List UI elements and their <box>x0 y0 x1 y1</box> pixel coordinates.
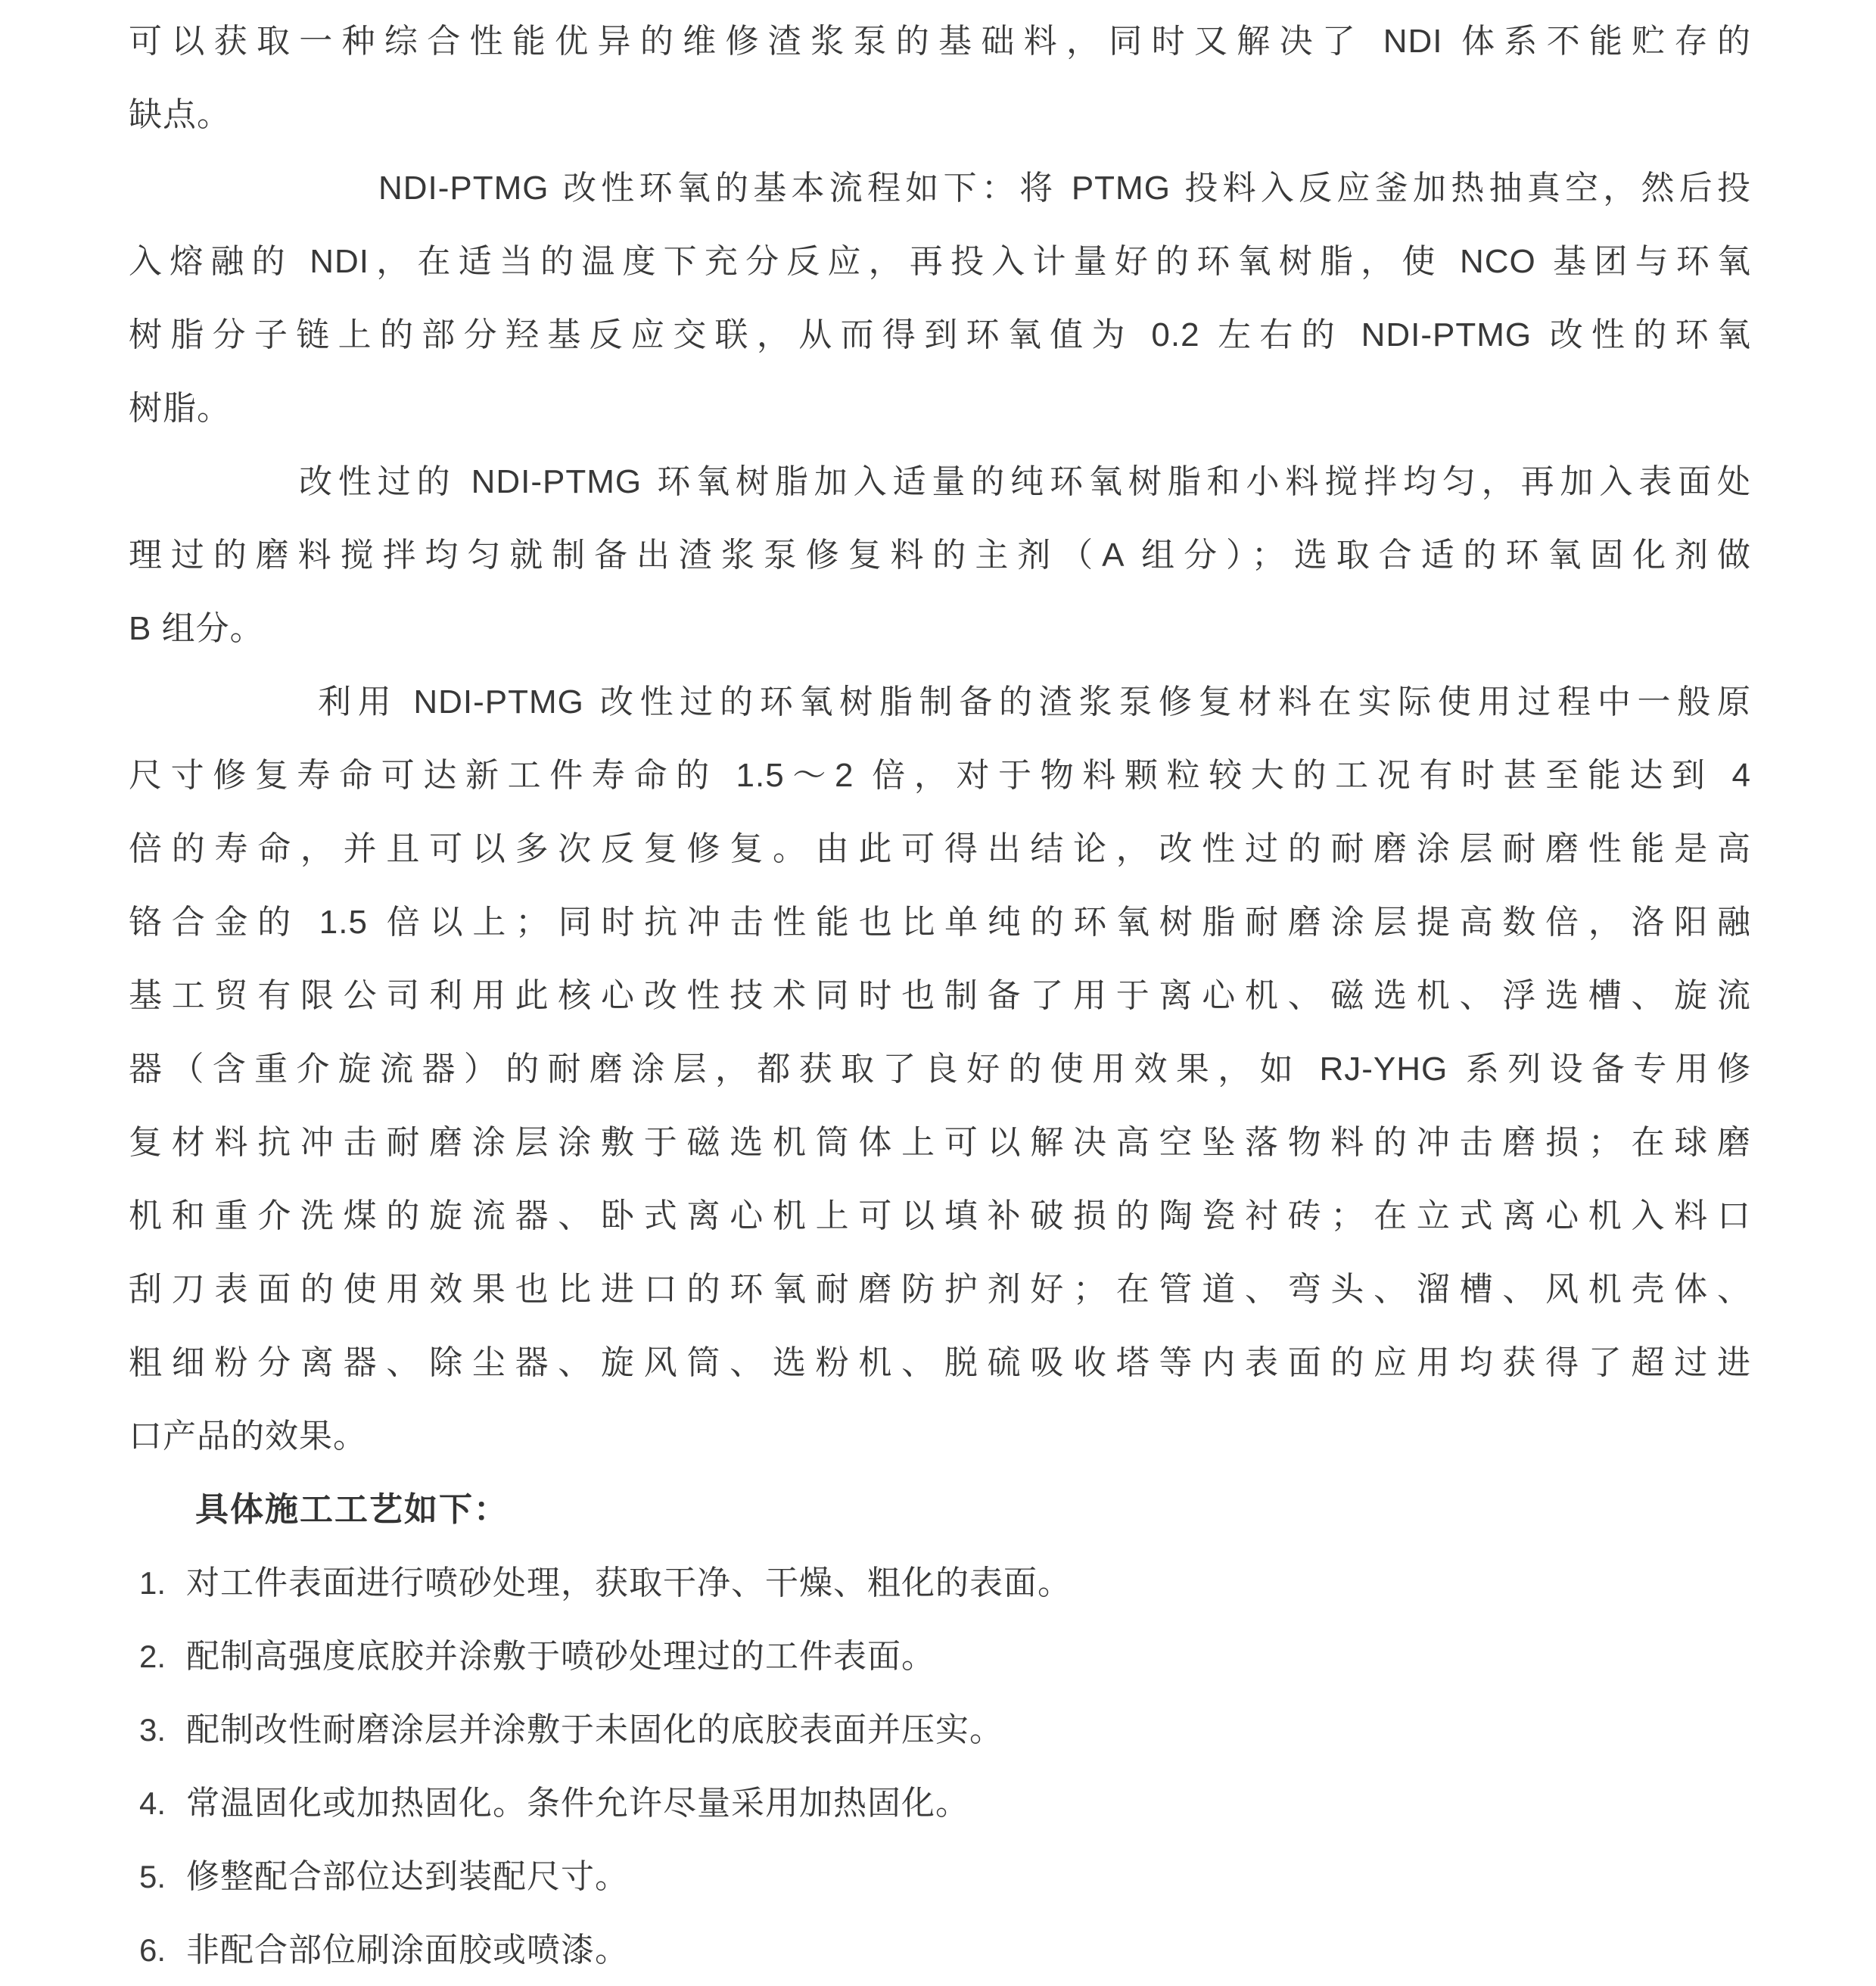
step-number: 3. <box>139 1712 166 1748</box>
step-number: 1. <box>139 1565 166 1601</box>
paragraph-p1 <box>129 5 1751 151</box>
paragraph-line: B 组分。 <box>129 610 264 647</box>
paragraph-line: 粗细粉分离器、除尘器、旋风筒、选粉机、脱硫吸收塔等内表面的应用均获得了超过进 <box>129 1344 1751 1381</box>
paragraph-line: 缺点。 <box>129 96 231 133</box>
paragraph-line: 树脂。 <box>129 390 231 427</box>
paragraph-line: 可以获取一种综合性能优异的维修渣浆泵的基础料，同时又解决了 NDI 体系不能贮存的 <box>129 23 1751 60</box>
paragraph-line: 倍的寿命，并且可以多次反复修复。由此可得出结论，改性过的耐磨涂层耐磨性能是高 <box>129 830 1751 867</box>
paragraph-line: 口产品的效果。 <box>129 1418 367 1455</box>
paragraph-line: 入熔融的 NDI，在适当的温度下充分反应，再投入计量好的环氧树脂，使 NCO 基团与环氧 <box>129 243 1751 280</box>
construction-step <box>129 1840 1751 1913</box>
section-heading: 具体施工工艺如下： <box>195 1491 509 1528</box>
paragraph-line: 理过的磨料搅拌均匀就制备出渣浆泵修复料的主剂（A 组分）；选取合适的环氧固化剂做 <box>129 537 1751 574</box>
paragraph-line: 改性过的 NDI-PTMG 环氧树脂加入适量的纯环氧树脂和小料搅拌均匀，再加入表面处 <box>299 463 1751 500</box>
step-text: 非配合部位刷涂面胶或喷漆。 <box>186 1932 629 1969</box>
step-number: 4. <box>139 1785 166 1821</box>
paragraph-line: 器（含重介旋流器）的耐磨涂层，都获取了良好的使用效果，如 RJ-YHG 系列设备专用修 <box>129 1051 1751 1088</box>
step-text: 配制高强度底胶并涂敷于喷砂处理过的工件表面。 <box>186 1638 935 1675</box>
paragraph-line: 基工贸有限公司利用此核心改性技术同时也制备了用于离心机、磁选机、浮选槽、旋流 <box>129 977 1751 1014</box>
paragraph-p2 <box>129 151 1751 445</box>
construction-step <box>129 1693 1751 1767</box>
construction-step <box>129 1913 1751 1986</box>
paragraph-line: 树脂分子链上的部分羟基反应交联，从而得到环氧值为 0.2 左右的 NDI-PTMG 改性的环氧 <box>129 316 1751 353</box>
step-number: 2. <box>139 1639 166 1674</box>
step-number: 6. <box>139 1932 166 1968</box>
construction-step <box>129 1546 1751 1620</box>
paragraph-line: 利用 NDI-PTMG 改性过的环氧树脂制备的渣浆泵修复材料在实际使用过程中一般原 <box>318 683 1751 721</box>
paragraph-line: NDI-PTMG 改性环氧的基本流程如下：将 PTMG 投料入反应釜加热抽真空，然后投 <box>378 170 1751 207</box>
paragraph-line: 复材料抗冲击耐磨涂层涂敷于磁选机筒体上可以解决高空坠落物料的冲击磨损；在球磨 <box>129 1124 1751 1161</box>
construction-step <box>129 1620 1751 1693</box>
paragraph-line: 尺寸修复寿命可达新工件寿命的 1.5～2 倍，对于物料颗粒较大的工况有时甚至能达到 4 <box>129 757 1751 794</box>
construction-step <box>129 1767 1751 1840</box>
step-text: 修整配合部位达到装配尺寸。 <box>186 1858 629 1895</box>
paragraph-line: 机和重介洗煤的旋流器、卧式离心机上可以填补破损的陶瓷衬砖；在立式离心机入料口 <box>129 1197 1751 1234</box>
step-text: 对工件表面进行喷砂处理，获取干净、干燥、粗化的表面。 <box>186 1564 1072 1602</box>
paragraph-p3 <box>129 445 1751 665</box>
paragraph-line: 铬合金的 1.5 倍以上；同时抗冲击性能也比单纯的环氧树脂耐磨涂层提高数倍，洛阳融 <box>129 904 1751 941</box>
paragraph-p4 <box>129 665 1751 1473</box>
construction-steps-list <box>129 1546 1751 1986</box>
step-text: 常温固化或加热固化。条件允许尽量采用加热固化。 <box>186 1785 969 1822</box>
step-number: 5. <box>139 1859 166 1894</box>
body-paragraphs <box>129 5 1751 1473</box>
paragraph-line: 刮刀表面的使用效果也比进口的环氧耐磨防护剂好；在管道、弯头、溜槽、风机壳体、 <box>129 1271 1751 1308</box>
step-text: 配制改性耐磨涂层并涂敷于未固化的底胶表面并压实。 <box>186 1711 1003 1748</box>
